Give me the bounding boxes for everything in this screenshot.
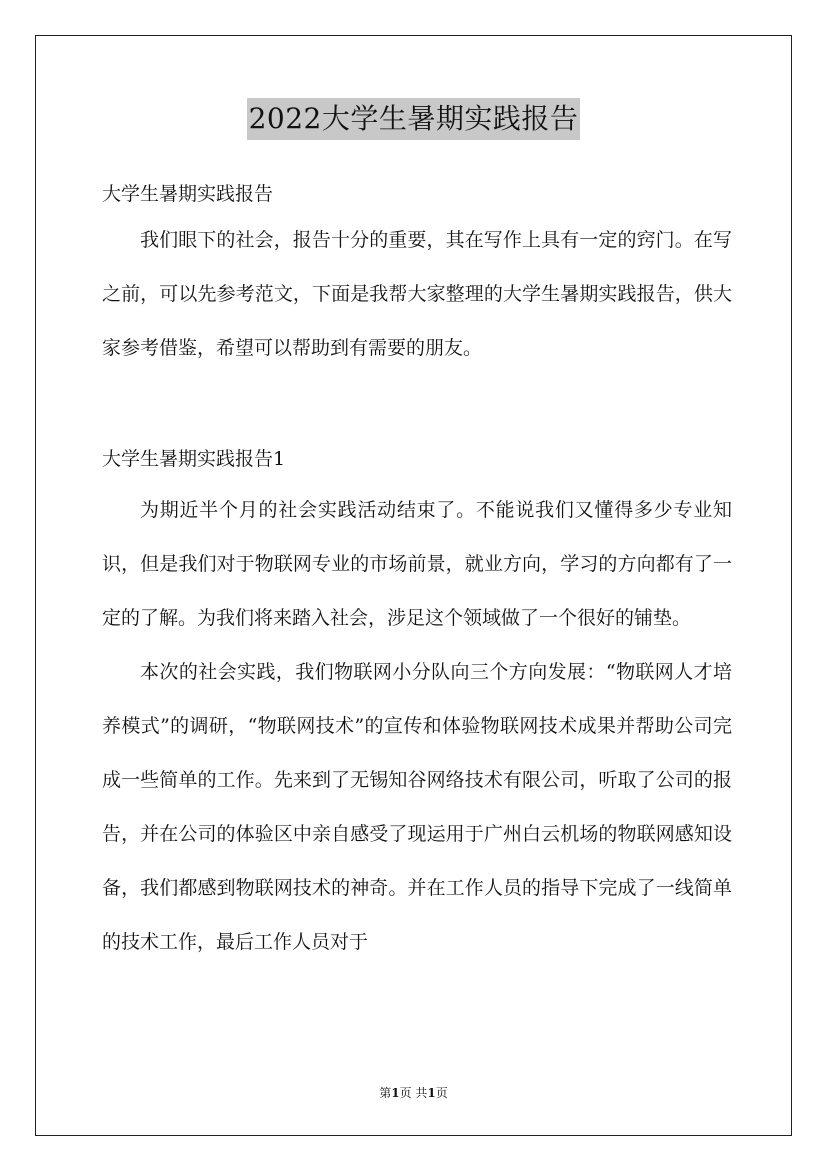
- subtitle-heading: 大学生暑期实践报告: [102, 183, 274, 205]
- document-title: 2022大学生暑期实践报告: [247, 98, 581, 140]
- footer-middle: 页 共: [399, 1086, 428, 1100]
- page-footer: [0, 1084, 827, 1102]
- document-body: [102, 175, 732, 969]
- footer-suffix: 页: [435, 1086, 448, 1100]
- footer-total-pages: 1: [427, 1086, 436, 1100]
- blank-line: [102, 375, 732, 429]
- title-container: [0, 98, 827, 140]
- body-paragraph-1: 为期近半个月的社会实践活动结束了。不能说我们又懂得多少专业知识，但是我们对于物联网专业的市场前景，就业方向，学习的方向都有了一定的了解。为我们将来踏入社会，涉足这个领域做了一个很好的铺垫。: [102, 499, 732, 629]
- intro-paragraph: 我们眼下的社会，报告十分的重要，其在写作上具有一定的窍门。在写之前，可以先参考范文，下面是我帮大家整理的大学生暑期实践报告，供大家参考借鉴，希望可以帮助到有需要的朋友。: [102, 229, 732, 359]
- body-paragraph-2: 本次的社会实践，我们物联网小分队向三个方向发展：“物联网人才培养模式”的调研，“物联网技术”的宣传和体验物联网技术成果并帮助公司完成一些简单的工作。先来到了无锡知谷网络技术有限公司，听取了公司的报告，并在公司的体验区中亲自感受了现运用于广州白云机场的物联网感知设备，我们都感到物联网技术的神奇。并在工作人员的指导下完成了一线简单的技术工作，最后工作人员对于: [102, 661, 732, 953]
- footer-prefix: 第: [379, 1086, 392, 1100]
- footer-current-page: 1: [391, 1086, 400, 1100]
- section-heading: 大学生暑期实践报告1: [102, 448, 286, 470]
